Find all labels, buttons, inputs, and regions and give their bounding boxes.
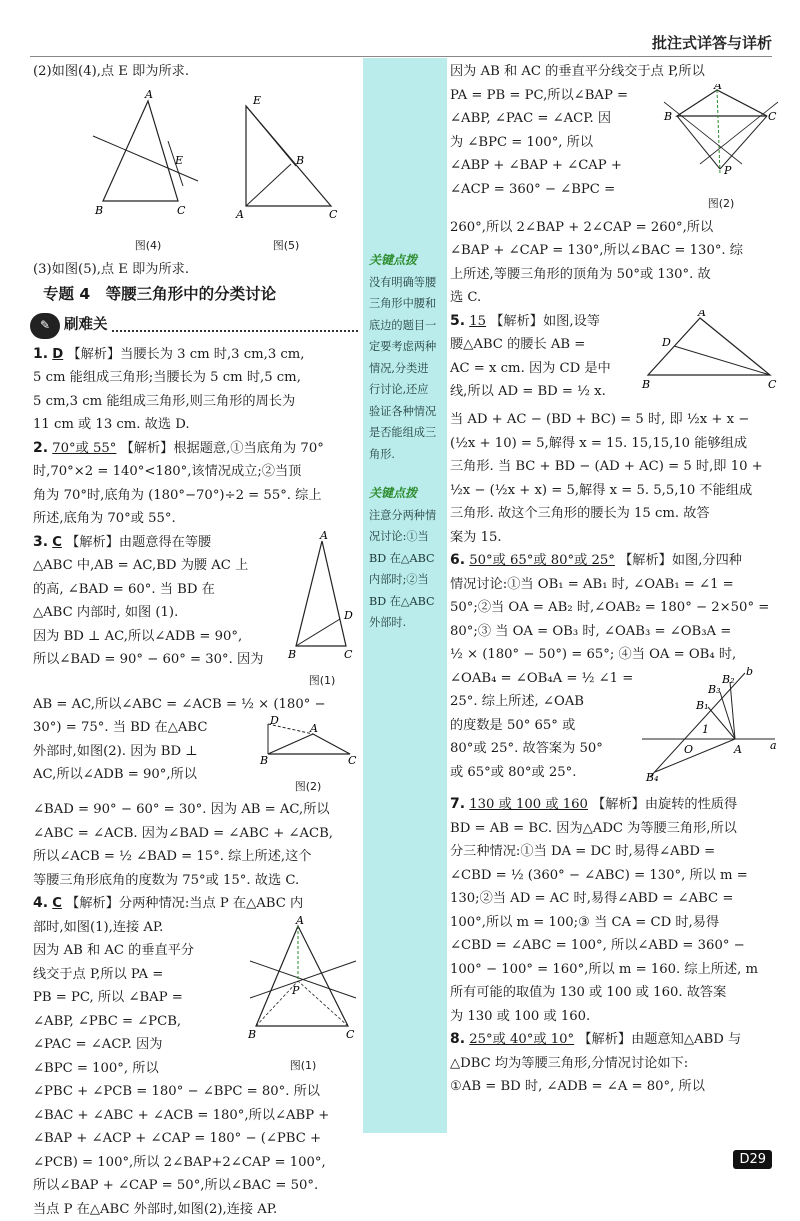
- text-line: 三角形. 故这个三角形的腰长为 15 cm. 故答: [450, 502, 780, 526]
- answer: 130 或 100 或 160: [469, 797, 588, 812]
- badge-dots: [112, 320, 359, 332]
- text-line: 5 cm,3 cm 能组成三角形,则三角形的周长为: [33, 390, 358, 414]
- question-number: 3.: [33, 534, 48, 550]
- question-3: [33, 531, 286, 555]
- answer: 50°或 65°或 80°或 25°: [469, 553, 615, 568]
- text-line: 【解析】根据题意,①当底角为 70°: [121, 441, 324, 456]
- question-8: [450, 1028, 780, 1052]
- svg-text:P: P: [291, 984, 300, 997]
- text-line: 选 C.: [450, 286, 780, 310]
- svg-text:C: C: [768, 378, 777, 391]
- text-line: BD = AB = BC. 因为△ADC 为等腰三角形,所以: [450, 817, 780, 841]
- side-notes-strip: [363, 58, 447, 1133]
- svg-text:C: C: [329, 208, 338, 221]
- text-line: 【解析】由题意得在等腰: [66, 535, 211, 550]
- q4-continued: [450, 84, 780, 216]
- left-column: [33, 60, 358, 1221]
- text-line: 80°或 25°. 故答案为 50°: [450, 737, 640, 761]
- text-line: 的度数是 50° 65° 或: [450, 714, 640, 738]
- text-line: ∠ABP + ∠BAP + ∠CAP +: [450, 154, 662, 178]
- question-7: [450, 793, 780, 817]
- text-line: 所以∠ACB = ½ ∠BAD = 15°. 综上所述,这个: [33, 845, 358, 869]
- svg-text:C: C: [344, 648, 353, 661]
- q3-figure-1-drawing: [286, 531, 358, 661]
- text-line: 【解析】当腰长为 3 cm 时,3 cm,3 cm,: [67, 347, 304, 362]
- text-line: 【解析】分两种情况:当点 P 在△ABC 内: [66, 896, 303, 911]
- svg-text:B₁: B₁: [695, 699, 709, 712]
- text-line: AB = AC,所以∠ABC = ∠ACB = ½ × (180° −: [33, 693, 358, 717]
- badge-label: 刷难关: [64, 314, 108, 338]
- text-line: 100° − 100° = 160°,所以 m = 160. 综上所述, m: [450, 958, 780, 982]
- topic-heading: 专题 4 等腰三角形中的分类讨论: [43, 283, 358, 307]
- side-note-line: 内部时;②当: [369, 569, 443, 591]
- text-line: 因为 AB 和 AC 的垂直平分线交于点 P,所以: [450, 60, 780, 84]
- svg-text:A: A: [697, 310, 706, 319]
- side-note-line: 外部时.: [369, 612, 443, 634]
- svg-text:B: B: [287, 648, 296, 661]
- text-line: ∠PCB) = 100°,所以 2∠BAP+2∠CAP = 100°,: [33, 1151, 358, 1175]
- text-line: 外部时,如图(2). 因为 BD ⊥: [33, 740, 258, 764]
- svg-text:P: P: [723, 164, 732, 177]
- answer: 70°或 55°: [52, 441, 116, 456]
- text-line: 当点 P 在△ABC 外部时,如图(2),连接 AP.: [33, 1198, 358, 1221]
- text-line: ∠ACP = 360° − ∠BPC =: [450, 178, 662, 202]
- text-line: 130;②当 AD = AC 时,易得∠ABD = ∠ABC =: [450, 887, 780, 911]
- text-line: 的高, ∠BAD = 60°. 当 BD 在: [33, 578, 286, 602]
- question-number: 6.: [450, 552, 465, 568]
- q3-figure-2: [258, 716, 358, 798]
- svg-text:B: B: [641, 378, 650, 391]
- question-4: [33, 892, 358, 916]
- side-note-line: 角形.: [369, 444, 443, 466]
- svg-text:A: A: [235, 208, 244, 221]
- svg-text:b: b: [746, 667, 753, 678]
- svg-text:B₃: B₃: [707, 683, 721, 696]
- text-line: 因为 BD ⊥ AC,所以∠ADB = 90°,: [33, 625, 286, 649]
- side-note-2: [369, 483, 443, 634]
- svg-text:D: D: [343, 609, 353, 622]
- q3-figure-1: [286, 531, 358, 693]
- q3-figure-2-caption: 图(2): [258, 775, 358, 799]
- q6-figure: [640, 667, 780, 794]
- svg-text:B₄: B₄: [645, 771, 659, 784]
- q5-figure-drawing: [640, 310, 780, 400]
- side-note-line: 是否能组成三: [369, 422, 443, 444]
- svg-text:B₂: B₂: [721, 673, 735, 686]
- text-line: ∠CBD = ∠ABC = 100°, 所以∠ABD = 360° −: [450, 934, 780, 958]
- q5-figure: [640, 310, 780, 409]
- figure-4-drawing: [83, 86, 213, 226]
- text-line: 11 cm 或 13 cm. 故选 D.: [33, 413, 358, 437]
- question-number: 4.: [33, 895, 48, 911]
- svg-text:C: C: [177, 204, 186, 217]
- side-note-line: 验证各种情况: [369, 401, 443, 423]
- q4-figure-1-caption: 图(1): [248, 1054, 358, 1078]
- text-line: 三角形. 当 BC + BD − (AD + AC) = 5 时,即 10 +: [450, 455, 780, 479]
- text-line: 【解析】由旋转的性质得: [592, 797, 737, 812]
- figure-5: [231, 86, 341, 258]
- text-line: (½x + 10) = 5,解得 x = 15. 15,15,10 能够组成: [450, 432, 780, 456]
- text-line: AC,所以∠ADB = 90°,所以: [33, 763, 258, 787]
- svg-text:C: C: [346, 1028, 355, 1041]
- text-line: ∠ABC = ∠ACB. 因为∠BAD = ∠ABC + ∠ACB,: [33, 822, 358, 846]
- text-line: 分三种情况:①当 DA = DC 时,易得∠ABD =: [450, 840, 780, 864]
- text-line: 【解析】由题意知△ABD 与: [578, 1032, 741, 1047]
- text-line: PB = PC, 所以 ∠BAP =: [33, 986, 248, 1010]
- side-note-line: 况讨论:①当: [369, 526, 443, 548]
- side-note-line: BD 在△ABC: [369, 548, 443, 570]
- text-line: 所以∠BAP + ∠CAP = 50°,所以∠BAC = 50°.: [33, 1174, 358, 1198]
- text-line: 5 cm 能组成三角形;当腰长为 5 cm 时,5 cm,: [33, 366, 358, 390]
- text-line: AC = x cm. 因为 CD 是中: [450, 357, 640, 381]
- text-line: 或 65°或 80°或 25°.: [450, 761, 640, 785]
- question-number: 7.: [450, 796, 465, 812]
- svg-text:E: E: [252, 94, 261, 107]
- text-line: ∠BAP + ∠CAP = 130°,所以∠BAC = 130°. 综: [450, 239, 780, 263]
- text-line: ∠ABP, ∠PAC = ∠ACP. 因: [450, 107, 662, 131]
- side-note-line: 注意分两种情: [369, 505, 443, 527]
- text-line: 80°;③ 当 OA = OB₃ 时, ∠OAB₃ = ∠OB₃A =: [450, 620, 780, 644]
- q4-figure-1-drawing: [248, 916, 358, 1046]
- side-note-line: 底边的题目一: [369, 315, 443, 337]
- text-line: 角为 70°时,底角为 (180°−70°)÷2 = 55°. 综上: [33, 484, 358, 508]
- svg-text:a: a: [770, 739, 777, 752]
- text-line: 25°. 综上所述, ∠OAB: [450, 690, 640, 714]
- figure-5-caption: 图(5): [231, 234, 341, 258]
- text-line: ∠BAP + ∠ACP + ∠CAP = 180° − (∠PBC +: [33, 1127, 358, 1151]
- answer: 25°或 40°或 10°: [469, 1032, 574, 1047]
- question-1: [33, 343, 358, 367]
- pen-icon: ✎: [30, 313, 60, 339]
- right-column: [450, 60, 780, 1099]
- side-note-line: 行讨论,还应: [369, 379, 443, 401]
- text-line: 腰△ABC 的腰长 AB =: [450, 333, 640, 357]
- svg-text:B: B: [663, 110, 672, 123]
- text-line: ∠PBC + ∠PCB = 180° − ∠BPC = 80°. 所以: [33, 1080, 358, 1104]
- question-3-top: [33, 531, 358, 693]
- text-line: 为 130 或 100 或 160.: [450, 1005, 780, 1029]
- text-line: 50°;②当 OA = AB₂ 时,∠OAB₂ = 180° − 2×50° =: [450, 596, 780, 620]
- svg-text:1: 1: [702, 723, 709, 736]
- svg-text:B: B: [259, 754, 268, 766]
- text-line: 部时,如图(1),连接 AP.: [33, 916, 248, 940]
- text-line: 【解析】如图,分四种: [619, 553, 742, 568]
- q3-figure-2-drawing: [258, 716, 358, 766]
- text-line: 【解析】如图,设等: [490, 314, 600, 329]
- question-number: 8.: [450, 1031, 465, 1047]
- text-line: 时,70°×2 = 140°<180°,该情况成立;②当顶: [33, 460, 358, 484]
- text-line: ½x − (½x + x) = 5,解得 x = 5. 5,5,10 不能组成: [450, 479, 780, 503]
- q4-figure-2-drawing: [662, 84, 780, 184]
- text-line: (2)如图(4),点 E 即为所求.: [33, 60, 358, 84]
- svg-text:B: B: [248, 1028, 256, 1041]
- svg-text:A: A: [319, 531, 328, 542]
- text-line: PA = PB = PC,所以∠BAP =: [450, 84, 662, 108]
- svg-text:B: B: [94, 204, 103, 217]
- text-line: △ABC 内部时, 如图 (1).: [33, 601, 286, 625]
- text-line: 等腰三角形底角的度数为 75°或 15°. 故选 C.: [33, 869, 358, 893]
- page-header-title: 批注式详答与详析: [652, 32, 772, 53]
- svg-text:C: C: [348, 754, 357, 766]
- text-line: 情况讨论:①当 OB₁ = AB₁ 时, ∠OAB₁ = ∠1 =: [450, 573, 780, 597]
- text-line: ∠BPC = 100°, 所以: [33, 1057, 248, 1081]
- question-3-mid: [33, 716, 358, 798]
- text-line: 为 ∠BPC = 100°, 所以: [450, 131, 662, 155]
- text-line: 30°) = 75°. 当 BD 在△ABC: [33, 716, 258, 740]
- text-line: ∠BAC + ∠ABC + ∠ACB = 180°,所以∠ABP +: [33, 1104, 358, 1128]
- figures-4-5: [83, 86, 358, 258]
- side-note-line: 定要考虑两种: [369, 336, 443, 358]
- text-line: 所有可能的取值为 130 或 100 或 160. 故答案: [450, 981, 780, 1005]
- question-6-bottom: [450, 667, 780, 794]
- question-number: 1.: [33, 346, 48, 362]
- question-6: [450, 549, 780, 573]
- text-line: △DBC 均为等腰三角形,分情况讨论如下:: [450, 1052, 780, 1076]
- figure-4: [83, 86, 213, 258]
- svg-text:A: A: [144, 88, 153, 101]
- text-line: 当 AD + AC − (BD + BC) = 5 时, 即 ½x + x −: [450, 408, 780, 432]
- text-line: ∠CBD = ½ (360° − ∠ABC) = 130°, 所以 m =: [450, 864, 780, 888]
- q4-figure-2-caption: 图(2): [662, 192, 780, 216]
- header-rule: [30, 56, 772, 57]
- svg-text:O: O: [684, 743, 693, 756]
- svg-text:A: A: [295, 916, 304, 927]
- text-line: 线,所以 AD = BD = ½ x.: [450, 380, 640, 404]
- text-line: 260°,所以 2∠BAP + 2∠CAP = 260°,所以: [450, 216, 780, 240]
- text-line: 100°,所以 m = 100;③ 当 CA = CD 时,易得: [450, 911, 780, 935]
- side-note-line: 情况,分类进: [369, 358, 443, 380]
- text-line: 所以∠BAD = 90° − 60° = 30°. 因为: [33, 648, 286, 672]
- svg-text:D: D: [269, 716, 279, 727]
- text-line: ①AB = BD 时, ∠ADB = ∠A = 80°, 所以: [450, 1075, 780, 1099]
- question-number: 5.: [450, 313, 465, 329]
- svg-text:A: A: [733, 743, 742, 756]
- text-line: 所述,底角为 70°或 55°.: [33, 507, 358, 531]
- side-note-line: 三角形中腰和: [369, 293, 443, 315]
- figure-4-caption: 图(4): [83, 234, 213, 258]
- question-number: 2.: [33, 440, 48, 456]
- text-line: 案为 15.: [450, 526, 780, 550]
- question-4-top: [33, 916, 358, 1081]
- svg-text:E: E: [174, 154, 183, 167]
- svg-text:B: B: [295, 154, 304, 167]
- text-line: 上所述,等腰三角形的顶角为 50°或 130°. 故: [450, 263, 780, 287]
- question-5: [450, 310, 640, 334]
- page-number: D29: [733, 1150, 772, 1169]
- answer: C: [52, 535, 62, 550]
- svg-text:D: D: [661, 336, 671, 349]
- svg-text:A: A: [309, 722, 318, 735]
- q4-figure-1: [248, 916, 358, 1081]
- text-line: (3)如图(5),点 E 即为所求.: [33, 258, 358, 282]
- q4-figure-2: [662, 84, 780, 216]
- side-note-title: 关键点拨: [369, 483, 443, 505]
- question-2: [33, 437, 358, 461]
- answer: 15: [469, 314, 486, 329]
- side-note-1: [369, 250, 443, 465]
- text-line: ∠PAC = ∠ACP. 因为: [33, 1033, 248, 1057]
- section-badge: [30, 313, 358, 339]
- q6-figure-drawing: [640, 667, 780, 785]
- q3-figure-1-caption: 图(1): [286, 669, 358, 693]
- text-line: ∠OAB₄ = ∠OB₄A = ½ ∠1 =: [450, 667, 640, 691]
- figure-5-drawing: [231, 86, 341, 226]
- text-line: ∠ABP, ∠PBC = ∠PCB,: [33, 1010, 248, 1034]
- svg-text:C: C: [768, 110, 777, 123]
- text-line: △ABC 中,AB = AC,BD 为腰 AC 上: [33, 554, 286, 578]
- text-line: ∠BAD = 90° − 60° = 30°. 因为 AB = AC,所以: [33, 798, 358, 822]
- side-note-line: BD 在△ABC: [369, 591, 443, 613]
- text-line: 因为 AB 和 AC 的垂直平分: [33, 939, 248, 963]
- question-5-top: [450, 310, 780, 409]
- answer: C: [52, 896, 62, 911]
- side-note-title: 关键点拨: [369, 250, 443, 272]
- text-line: 线交于点 P,所以 PA =: [33, 963, 248, 987]
- answer: D: [52, 347, 63, 362]
- text-line: ½ × (180° − 50°) = 65°; ④当 OA = OB₄ 时,: [450, 643, 780, 667]
- svg-text:A: A: [713, 84, 722, 92]
- side-note-line: 没有明确等腰: [369, 272, 443, 294]
